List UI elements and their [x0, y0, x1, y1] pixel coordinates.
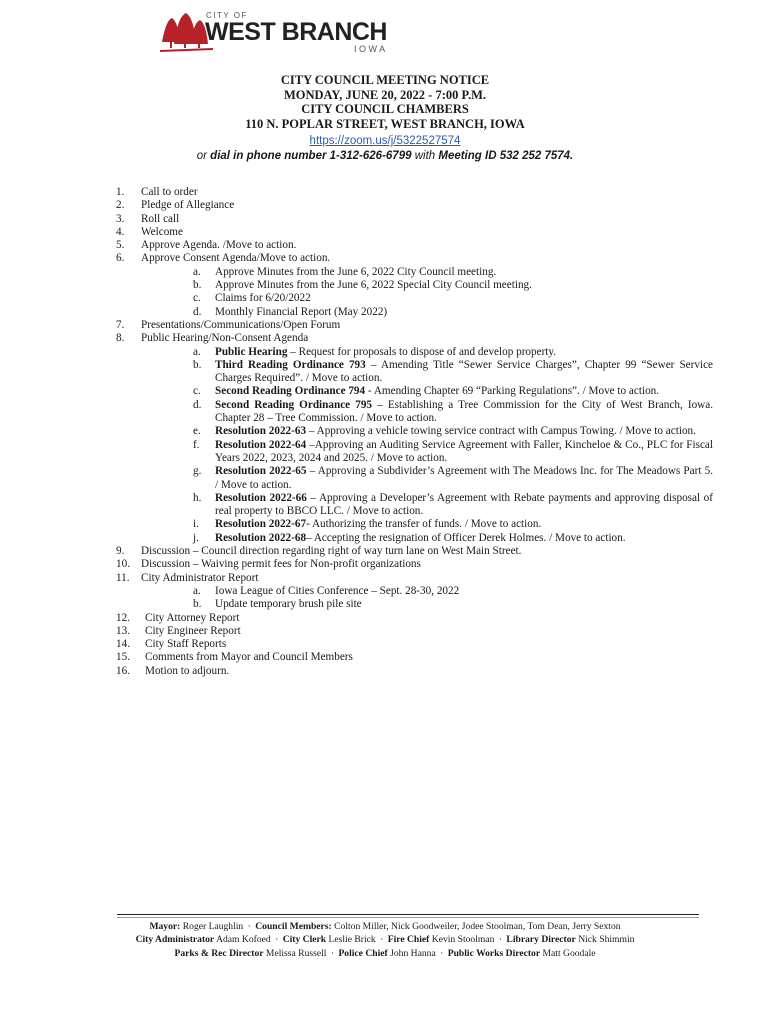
parks-name: Melissa Russell — [265, 947, 327, 959]
footer-line-3: Parks & Rec Director Melissa Russell · Police Chief John Hanna · Public Works Director Matt Goodale — [174, 947, 596, 959]
agenda-item: 10. Discussion – Waiving permit fees for Non-profit organizations — [116, 558, 421, 571]
library-name: Nick Shimmin — [578, 934, 635, 946]
police-label: Police Chief — [338, 947, 388, 959]
agenda-item: 9. Discussion – Council direction regarding right of way turn lane on West Main Street. — [116, 545, 522, 558]
agenda-subitem: d. Monthly Financial Report (May 2022) — [193, 305, 388, 318]
agenda-subitem: c. Second Reading Ordinance 794 - Amending Chapter 69 “Parking Regulations”. / Move to action. — [193, 385, 660, 398]
footer-divider-thin — [117, 917, 699, 918]
agenda-subitem: f. Resolution 2022-64 –Approving an Auditing Service Agreement with Faller, Kincheloe & Co., PLC for Fiscal Years 2022, 2023, 2024 and 2025. / Move to action. — [193, 438, 713, 464]
agenda-subitem: a. Iowa League of Cities Conference – Sept. 28-30, 2022 — [193, 584, 460, 597]
notice-title: CITY COUNCIL MEETING NOTICE — [280, 73, 490, 87]
works-name: Matt Goodale — [542, 947, 596, 959]
officials-footer — [0, 920, 770, 960]
meeting-location: CITY COUNCIL CHAMBERS — [301, 102, 469, 116]
agenda-item: 4. Welcome — [116, 225, 183, 238]
agenda-item: 15. Comments from Mayor and Council Members — [116, 651, 353, 664]
logo-state: IOWA — [354, 44, 388, 54]
agenda-item: 1. Call to order — [116, 186, 198, 198]
council-names: Colton Miller, Nick Goodweiler, Jodee Stoolman, Tom Dean, Jerry Sexton — [334, 921, 621, 932]
dial-or: or — [196, 150, 207, 162]
meeting-address: 110 N. POPLAR STREET, WEST BRANCH, IOWA — [245, 116, 525, 131]
agenda-list — [0, 186, 770, 678]
agenda-item: 5. Approve Agenda. /Move to action. — [116, 239, 297, 252]
agenda-subitem: d. Second Reading Ordinance 795 – Establishing a Tree Commission for the City of West Branch, Iowa. Chapter 28 – Tree Commission. / Move to action. — [193, 398, 714, 425]
agenda-subitem: i. Resolution 2022-67- Authorizing the transfer of funds. / Move to action. — [193, 518, 542, 531]
agenda-item: 8. Public Hearing/Non-Consent Agenda — [116, 332, 309, 345]
agenda-item: 3. Roll call — [116, 212, 180, 225]
dial-with: with — [414, 150, 436, 162]
fire-name: Kevin Stoolman — [431, 934, 495, 946]
footer-line-1: Mayor: Roger Laughlin · Council Members: Colton Miller, Nick Goodweiler, Jodee Stoolman, Tom Dean, Jerry Sexton — [149, 921, 621, 932]
dial-in-info — [0, 149, 770, 164]
council-label: Council Members: — [255, 921, 332, 932]
logo-city-of: CITY OF — [206, 11, 248, 20]
dial-phone: dial in phone number 1-312-626-6799 — [210, 150, 412, 162]
agenda-item: 11. City Administrator Report — [116, 571, 259, 584]
agenda-item: 16. Motion to adjourn. — [116, 664, 230, 677]
library-label: Library Director — [506, 934, 576, 946]
agenda-item: 2. Pledge of Allegiance — [116, 199, 235, 212]
meeting-header — [0, 73, 770, 164]
agenda-subitem: b. Update temporary brush pile site — [193, 598, 362, 611]
mayor-label: Mayor: — [149, 921, 181, 932]
admin-label: City Administrator — [135, 934, 215, 946]
agenda-subitem: e. Resolution 2022-63 – Approving a vehicle towing service contract with Campus Towing. / Move to action. — [193, 425, 696, 438]
agenda-subitem: c. Claims for 6/20/2022 — [193, 292, 311, 305]
city-logo — [158, 8, 403, 58]
agenda-item: 7. Presentations/Communications/Open Forum — [116, 318, 341, 331]
agenda-item: 12. City Attorney Report — [116, 611, 240, 624]
admin-name: Adam Kofoed — [216, 934, 271, 946]
footer-divider — [117, 914, 699, 915]
agenda-item: 14. City Staff Reports — [116, 638, 227, 651]
agenda-item: 6. Approve Consent Agenda/Move to action. — [116, 252, 331, 265]
works-label: Public Works Director — [447, 947, 541, 959]
agenda-subitem: b. Third Reading Ordinance 793 – Amending Title “Sewer Service Charges”, Chapter 99 “Sewer Service Charges Required”. / Move to action. — [193, 358, 714, 385]
zoom-link[interactable]: https://zoom.us/j/5322527574 — [309, 135, 461, 147]
parks-label: Parks & Rec Director — [174, 947, 264, 959]
clerk-name: Leslie Brick — [328, 934, 376, 946]
agenda-subitem: g. Resolution 2022-65 – Approving a Subdivider’s Agreement with The Meadows Inc. for The Meadows Part 5. / Move to action. — [193, 465, 714, 491]
agenda-subitem: h. Resolution 2022-66 – Approving a Developer’s Agreement with Rebate payments and approving disposal of real property to BBCO LLC. / Move to action. — [193, 491, 713, 518]
agenda-subitem: b. Approve Minutes from the June 6, 2022 Special City Council meeting. — [193, 279, 532, 292]
mayor-name: Roger Laughlin — [182, 921, 244, 932]
logo-name: WEST BRANCH — [205, 18, 387, 46]
agenda-subitem: a. Approve Minutes from the June 6, 2022 City Council meeting. — [193, 265, 497, 278]
police-name: John Hanna — [390, 947, 436, 959]
agenda-subitem: j. Resolution 2022-68– Accepting the resignation of Officer Derek Holmes. / Move to action. — [193, 531, 626, 544]
footer-line-2: City Administrator Adam Kofoed · City Clerk Leslie Brick · Fire Chief Kevin Stoolman · Library Director Nick Shimmin — [135, 934, 635, 946]
fire-label: Fire Chief — [387, 934, 430, 946]
agenda-subitem: a. Public Hearing – Request for proposals to dispose of and develop property. — [193, 345, 557, 358]
meeting-date: MONDAY, JUNE 20, 2022 - 7:00 P.M. — [283, 87, 487, 102]
agenda-item: 13. City Engineer Report — [116, 624, 241, 637]
dial-meeting-id: Meeting ID 532 252 7574. — [438, 150, 574, 162]
clerk-label: City Clerk — [282, 934, 327, 946]
